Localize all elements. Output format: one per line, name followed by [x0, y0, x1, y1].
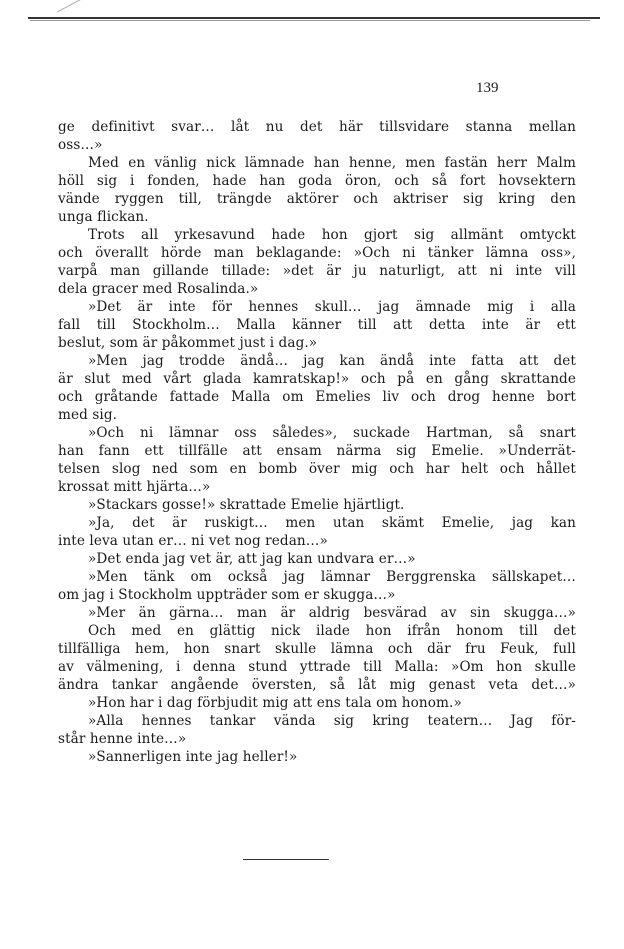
- text-line: »Men tänk om också jag lämnar Berggrenska sällskapet…: [88, 569, 576, 585]
- text-line: står henne inte…»: [58, 731, 187, 747]
- text-line: »Ja, det är ruskigt… men utan skämt Emelie, jag kan: [88, 515, 576, 531]
- text-line: höll sig i fonden, hade han goda öron, och så fort hovsektern: [58, 173, 576, 189]
- text-line: »Hon har i dag förbjudit mig att ens tala om honom.»: [88, 695, 462, 711]
- header-rule: [28, 17, 600, 19]
- text-line: Och med en glättig nick ilade hon ifrån honom till det: [88, 623, 576, 639]
- text-line: ge definitivt svar… låt nu det här tillsvidare stanna mellan: [58, 119, 576, 135]
- text-line: vände ryggen till, trängde aktörer och aktriser sig kring den: [58, 191, 576, 207]
- text-line: telsen slog ned som en bomb över mig och har helt och hållet: [58, 461, 576, 477]
- page-number: 139: [476, 80, 499, 96]
- text-line: fall till Stockholm… Malla känner till att detta inte är ett: [58, 317, 576, 333]
- text-line: ändra tankar angående översten, så låt mig genast veta det…»: [58, 677, 576, 693]
- text-line: och gråtande fattade Malla om Emelies liv och drog henne bort: [58, 389, 576, 405]
- text-line: tillfälliga hem, hon snart skulle lämna och där fru Feuk, full: [58, 641, 576, 657]
- text-line: Med en vänlig nick lämnade han henne, men fastän herr Malm: [88, 155, 576, 171]
- body-text: [58, 118, 576, 766]
- text-line: krossat mitt hjärta…»: [58, 479, 211, 495]
- text-line: om jag i Stockholm uppträder som er skugga…»: [58, 587, 396, 603]
- text-line: unga flickan.: [58, 209, 149, 225]
- text-line: Trots all yrkesavund hade hon gjort sig allmänt omtyckt: [88, 227, 576, 243]
- text-line: »Stackars gosse!» skrattade Emelie hjärtligt.: [88, 497, 405, 513]
- text-line: »Det är inte för hennes skull… jag ämnade mig i alla: [88, 299, 576, 315]
- text-line: han fann ett tillfälle att ensam närma sig Emelie. »Underrät-: [58, 443, 576, 459]
- text-line: och överallt hörde man beklagande: »Och ni tänker lämna oss»,: [58, 245, 576, 261]
- text-line: »Alla hennes tankar vända sig kring teatern… Jag för-: [88, 713, 576, 729]
- text-line: dela gracer med Rosalinda.»: [58, 281, 259, 297]
- scan-mark: [57, 0, 93, 12]
- text-line: »Sannerligen inte jag heller!»: [88, 749, 298, 765]
- text-line: beslut, som är påkommet just i dag.»: [58, 335, 318, 351]
- text-line: med sig.: [58, 407, 118, 423]
- text-line: inte leva utan er… ni vet nog redan…»: [58, 533, 328, 549]
- text-line: »Men jag trodde ändå… jag kan ändå inte fatta att det: [88, 353, 576, 369]
- text-line: varpå man gillande tillade: »det är ju naturligt, att ni inte vill: [58, 263, 576, 279]
- section-end-rule: [243, 859, 329, 860]
- text-line: »Mer än gärna… man är aldrig besvärad av sin skugga…»: [88, 605, 576, 621]
- text-line: »Det enda jag vet är, att jag kan undvara er…»: [88, 551, 416, 567]
- text-line: oss…»: [58, 137, 103, 153]
- header-rule-shadow: [30, 20, 590, 21]
- text-line: är slut med vårt glada kamratskap!» och på en gång skrattande: [58, 371, 576, 387]
- text-line: »Och ni lämnar oss således», suckade Hartman, så snart: [88, 425, 576, 441]
- text-line: av välmening, i denna stund yttrade till Malla: »Om hon skulle: [58, 659, 576, 675]
